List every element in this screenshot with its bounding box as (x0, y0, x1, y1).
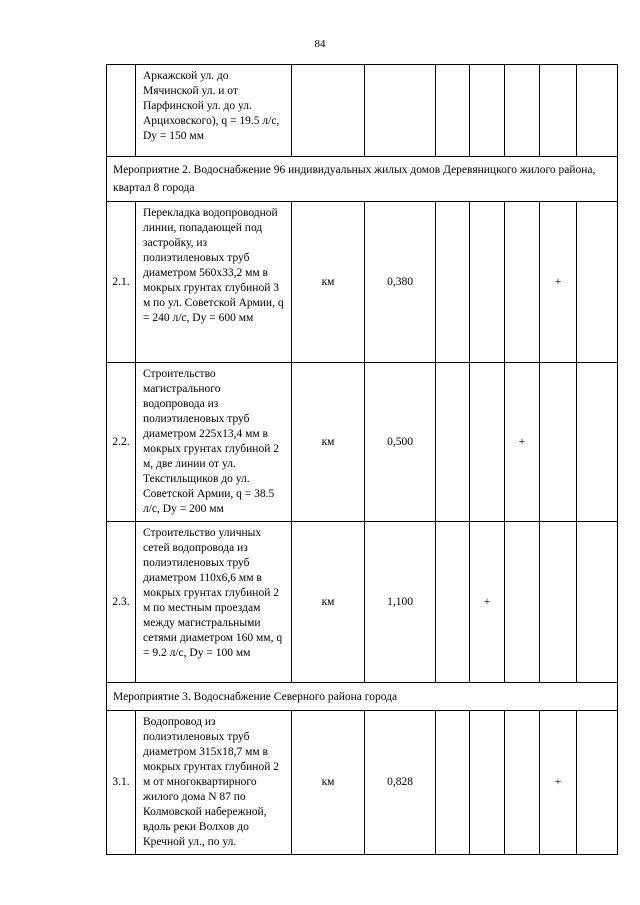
year-mark (470, 711, 505, 855)
section-title: Мероприятие 3. Водоснабжение Северного района города (107, 683, 618, 711)
row-unit (292, 65, 365, 157)
row-quantity (365, 65, 436, 157)
year-mark (505, 522, 540, 683)
year-mark (470, 363, 505, 522)
row-number (107, 65, 136, 157)
year-mark (470, 202, 505, 363)
year-mark (577, 363, 618, 522)
year-mark (577, 711, 618, 855)
works-table (106, 64, 618, 855)
row-unit: км (292, 202, 365, 363)
row-number: 2.2. (107, 363, 136, 522)
year-mark (577, 522, 618, 683)
row-quantity: 0,500 (365, 363, 436, 522)
year-mark (470, 65, 505, 157)
year-mark (505, 711, 540, 855)
year-mark (505, 65, 540, 157)
section-header (107, 683, 618, 711)
row-description: Перекладка водопроводной линии, попадающей под застройку, из полиэтиленовых труб диаметром 560x33,2 мм в мокрых грунтах глубиной 3 м по ул. Советской Армии, q = 240 л/с, Dy = 600 мм (136, 202, 292, 363)
row-unit: км (292, 711, 365, 855)
table-row (107, 522, 618, 683)
table-row (107, 711, 618, 855)
table-row (107, 202, 618, 363)
row-unit: км (292, 363, 365, 522)
page-number: 84 (314, 38, 326, 50)
row-quantity: 0,380 (365, 202, 436, 363)
year-mark (540, 522, 577, 683)
year-mark (436, 202, 470, 363)
year-mark: + (540, 202, 577, 363)
table-row (107, 363, 618, 522)
year-mark (436, 363, 470, 522)
section-header (107, 157, 618, 202)
row-description: Водопровод из полиэтиленовых труб диаметром 315x18,7 мм в мокрых грунтах глубиной 2 м от многоквартирного жилого дома N 87 по Колмовской набережной, вдоль реки Волхов до Кречной ул., по ул. (136, 711, 292, 855)
row-number: 2.1. (107, 202, 136, 363)
row-quantity: 0,828 (365, 711, 436, 855)
year-mark: + (505, 363, 540, 522)
row-description: Аркажской ул. до Мячинской ул. и от Парфинской ул. до ул. Арциховского), q = 19.5 л/с, Dy = 150 мм (136, 65, 292, 157)
row-description: Строительство уличных сетей водопровода из полиэтиленовых труб диаметром 110x6,6 мм в мокрых грунтах глубиной 2 м по местным проездам между магистральными сетями диаметром 160 мм, q = 9.2 л/с, Dy = 100 мм (136, 522, 292, 683)
year-mark (505, 202, 540, 363)
row-number: 3.1. (107, 711, 136, 855)
table-row (107, 65, 618, 157)
year-mark (436, 65, 470, 157)
year-mark (577, 202, 618, 363)
year-mark: + (540, 711, 577, 855)
row-number: 2.3. (107, 522, 136, 683)
section-title: Мероприятие 2. Водоснабжение 96 индивидуальных жилых домов Деревяницкого жилого района, квартал 8 города (107, 157, 618, 202)
year-mark (540, 65, 577, 157)
year-mark (540, 363, 577, 522)
year-mark (436, 522, 470, 683)
year-mark (436, 711, 470, 855)
row-quantity: 1,100 (365, 522, 436, 683)
year-mark: + (470, 522, 505, 683)
year-mark (577, 65, 618, 157)
row-description: Строительство магистрального водопровода из полиэтиленовых труб диаметром 225x13,4 мм в мокрых грунтах глубиной 2 м, две линии от ул. Текстильщиков до ул. Советской Армии, q = 38.5 л/с, Dy = 200 мм (136, 363, 292, 522)
row-unit: км (292, 522, 365, 683)
